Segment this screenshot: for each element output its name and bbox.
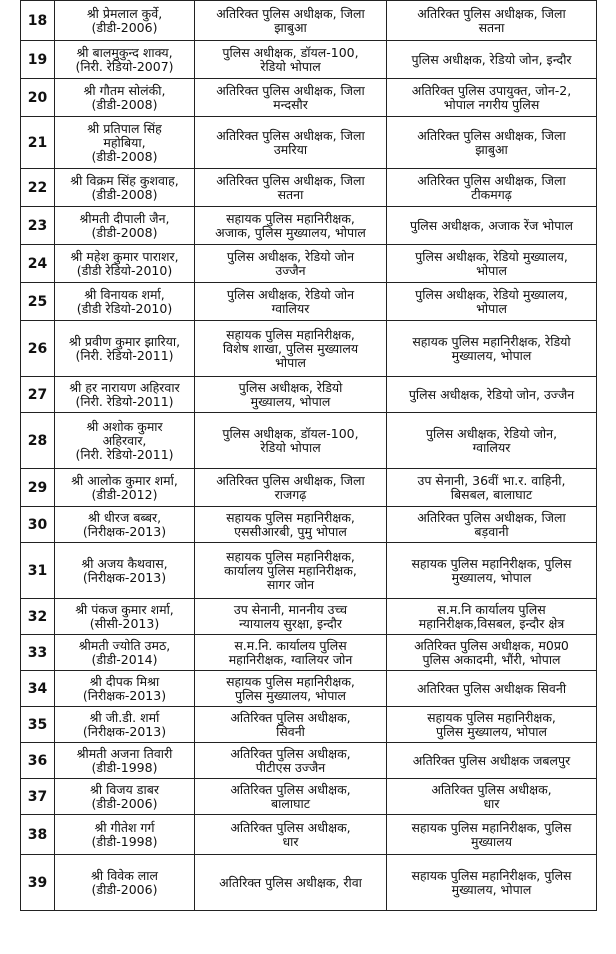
serial-number-cell: 24	[21, 245, 55, 283]
cell-text-line: सहायक पुलिस महानिरीक्षक,	[226, 509, 355, 525]
new-posting-cell	[387, 743, 597, 779]
table-row	[21, 169, 597, 207]
cell-text-line: श्री अशोक कुमार	[86, 418, 163, 434]
cell-text-line: पुलिस अकादमी, भौंरी, भोपाल	[422, 651, 561, 667]
serial-number-cell: 35	[21, 707, 55, 743]
table-row	[21, 815, 597, 855]
cell-text-line: (निरीक्षक-2013)	[82, 687, 167, 703]
cell-text-line: पुलिस अधीक्षक, रेडियो जोन	[226, 248, 355, 264]
officer-name-cell	[55, 321, 195, 377]
cell-text-line: उप सेनानी, माननीय उच्च	[233, 601, 348, 617]
table-row	[21, 377, 597, 413]
current-posting-cell	[195, 1, 387, 41]
table-row	[21, 707, 597, 743]
officer-name-cell	[55, 413, 195, 469]
cell-text-line: श्री विनायक शर्मा,	[84, 286, 165, 302]
officer-name-cell	[55, 779, 195, 815]
cell-text-line: पुलिस अधीक्षक, रेडियो जोन,	[425, 425, 558, 441]
cell-text-line: अतिरिक्त पुलिस अधीक्षक, जिला	[417, 127, 566, 143]
cell-text-line: सहायक पुलिस महानिरीक्षक,	[226, 326, 355, 342]
cell-text-line: श्री गीतेश गर्ग	[94, 819, 155, 835]
cell-text-line: अतिरिक्त पुलिस अधीक्षक,	[230, 709, 351, 725]
officer-name-cell	[55, 815, 195, 855]
cell-text-line: श्री हर नारायण अहिरवार	[69, 379, 180, 395]
cell-text-line: सहायक पुलिस महानिरीक्षक, पुलिस	[411, 819, 572, 835]
new-posting-cell	[387, 117, 597, 169]
cell-text-line: (डीडी-2006)	[91, 19, 158, 35]
cell-text-line: श्री अजय कैथवास,	[81, 555, 168, 571]
cell-text-line: (डीडी-2008)	[91, 186, 158, 202]
officer-name-cell	[55, 245, 195, 283]
current-posting-cell	[195, 855, 387, 911]
new-posting-cell	[387, 207, 597, 245]
serial-number-cell: 21	[21, 117, 55, 169]
current-posting-cell	[195, 245, 387, 283]
officer-name-cell	[55, 41, 195, 79]
table-row	[21, 469, 597, 507]
table-row	[21, 743, 597, 779]
current-posting-cell	[195, 117, 387, 169]
cell-text-line: कार्यालय पुलिस महानिरीक्षक,	[224, 562, 357, 578]
cell-text-line: सहायक पुलिस महानिरीक्षक,	[226, 673, 355, 689]
cell-text-line: सहायक पुलिस महानिरीक्षक,	[226, 548, 355, 564]
cell-text-line: स.म.नि. कार्यालय पुलिस	[234, 637, 347, 653]
cell-text-line: अहिरवार,	[102, 432, 147, 448]
cell-text-line: महोबिया,	[103, 134, 146, 150]
cell-text-line: अतिरिक्त पुलिस अधीक्षक, म0प्र0	[414, 637, 569, 653]
cell-text-line: श्री विजय डाबर	[90, 781, 159, 797]
serial-number-cell: 27	[21, 377, 55, 413]
cell-text-line: महानिरीक्षक,विसबल, इन्दौर क्षेत्र	[418, 615, 565, 631]
cell-text-line: अतिरिक्त पुलिस अधीक्षक, जिला	[216, 172, 365, 188]
serial-number-cell: 39	[21, 855, 55, 911]
cell-text-line: (निरी. रेडियो-2011)	[75, 393, 174, 409]
cell-text-line: श्री प्रतिपाल सिंह	[87, 120, 162, 136]
cell-text-line: पुलिस अधीक्षक, रेडियो	[238, 379, 343, 395]
serial-number-cell: 38	[21, 815, 55, 855]
cell-text-line: अतिरिक्त पुलिस अधीक्षक, जिला	[216, 5, 365, 21]
new-posting-cell	[387, 413, 597, 469]
cell-text-line: (डीडी रेडियो-2010)	[76, 300, 173, 316]
cell-text-line: अतिरिक्त पुलिस अधीक्षक, जिला	[417, 509, 566, 525]
officer-name-cell	[55, 1, 195, 41]
new-posting-cell	[387, 543, 597, 599]
cell-text-line: श्रीमती ज्योति उमठ,	[78, 637, 171, 653]
officer-name-cell	[55, 169, 195, 207]
cell-text-line: अतिरिक्त पुलिस अधीक्षक, जिला	[216, 472, 365, 488]
cell-text-line: सिवनी	[276, 723, 305, 739]
current-posting-cell	[195, 743, 387, 779]
cell-text-line: (निरीक्षक-2013)	[82, 569, 167, 585]
table-row	[21, 1, 597, 41]
current-posting-cell	[195, 599, 387, 635]
cell-text-line: सतना	[478, 19, 505, 35]
table-row	[21, 543, 597, 599]
cell-text-line: श्री दीपक मिश्रा	[89, 673, 160, 689]
new-posting-cell	[387, 469, 597, 507]
cell-text-line: श्री बालमुकुन्द शाक्य,	[76, 44, 173, 60]
current-posting-cell	[195, 283, 387, 321]
cell-text-line: मुख्यालय	[470, 833, 512, 849]
cell-text-line: मन्दसौर	[273, 96, 308, 112]
new-posting-cell	[387, 283, 597, 321]
officer-name-cell	[55, 469, 195, 507]
cell-text-line: उप सेनानी, 36वीं भा.र. वाहिनी,	[417, 472, 566, 488]
cell-text-line: श्री महेश कुमार पाराशर,	[70, 248, 179, 264]
serial-number-cell: 34	[21, 671, 55, 707]
cell-text-line: भोपाल	[476, 300, 507, 316]
officer-name-cell	[55, 743, 195, 779]
table-row	[21, 207, 597, 245]
cell-text-line: (डीडी-2012)	[91, 486, 158, 502]
cell-text-line: न्यायालय सुरक्षा, इन्दौर	[238, 615, 343, 631]
new-posting-cell	[387, 507, 597, 543]
new-posting-cell	[387, 245, 597, 283]
cell-text-line: पुलिस अधीक्षक, रेडियो जोन, उज्जैन	[408, 386, 575, 402]
new-posting-cell	[387, 1, 597, 41]
serial-number-cell: 29	[21, 469, 55, 507]
current-posting-cell	[195, 507, 387, 543]
cell-text-line: अतिरिक्त पुलिस अधीक्षक, जिला	[417, 5, 566, 21]
cell-text-line: भोपाल	[476, 262, 507, 278]
cell-text-line: पुलिस अधीक्षक, डॉयल-100,	[222, 425, 359, 441]
cell-text-line: महानिरीक्षक, ग्वालियर जोन	[228, 651, 353, 667]
cell-text-line: एससीआरबी, पुमु भोपाल	[234, 523, 347, 539]
cell-text-line: सहायक पुलिस महानिरीक्षक, पुलिस	[411, 555, 572, 571]
cell-text-line: (सीसी-2013)	[89, 615, 160, 631]
serial-number-cell: 30	[21, 507, 55, 543]
cell-text-line: उज्जैन	[275, 262, 306, 278]
cell-text-line: रेडियो भोपाल	[260, 439, 321, 455]
table-row	[21, 41, 597, 79]
officer-name-cell	[55, 671, 195, 707]
table-row	[21, 413, 597, 469]
table-row	[21, 671, 597, 707]
cell-text-line: श्रीमती अजना तिवारी	[76, 745, 173, 761]
new-posting-cell	[387, 169, 597, 207]
new-posting-cell	[387, 815, 597, 855]
cell-text-line: धार	[282, 833, 299, 849]
cell-text-line: भोपाल	[275, 354, 306, 370]
new-posting-cell	[387, 599, 597, 635]
cell-text-line: बालाघाट	[270, 795, 310, 811]
serial-number-cell: 33	[21, 635, 55, 671]
current-posting-cell	[195, 469, 387, 507]
cell-text-line: अतिरिक्त पुलिस अधीक्षक,	[230, 745, 351, 761]
current-posting-cell	[195, 321, 387, 377]
cell-text-line: (डीडी-1998)	[91, 759, 158, 775]
cell-text-line: पुलिस अधीक्षक, रेडियो मुख्यालय,	[415, 248, 568, 264]
cell-text-line: (डीडी-2006)	[91, 881, 158, 897]
officer-name-cell	[55, 635, 195, 671]
table-row	[21, 779, 597, 815]
table-row	[21, 283, 597, 321]
cell-text-line: श्री गौतम सोलंकी,	[83, 82, 166, 98]
serial-number-cell: 28	[21, 413, 55, 469]
cell-text-line: मुख्यालय, भोपाल	[451, 569, 532, 585]
cell-text-line: ग्वालियर	[271, 300, 310, 316]
new-posting-cell	[387, 79, 597, 117]
cell-text-line: पुलिस अधीक्षक, रेडियो जोन	[226, 286, 355, 302]
cell-text-line: पुलिस अधीक्षक, रेडियो जोन, इन्दौर	[411, 51, 572, 67]
cell-text-line: विशेष शाखा, पुलिस मुख्यालय	[222, 340, 359, 356]
cell-text-line: पुलिस अधीक्षक, डॉयल-100,	[222, 44, 359, 60]
cell-text-line: पुलिस मुख्यालय, भोपाल	[435, 723, 548, 739]
cell-text-line: झाबुआ	[475, 141, 508, 157]
current-posting-cell	[195, 413, 387, 469]
cell-text-line: (निरी. रेडियो-2011)	[75, 446, 174, 462]
cell-text-line: श्री धीरज बब्बर,	[87, 509, 162, 525]
cell-text-line: श्री विवेक लाल	[91, 867, 158, 883]
cell-text-line: बिसबल, बालाघाट	[450, 486, 533, 502]
cell-text-line: अतिरिक्त पुलिस अधीक्षक,	[230, 781, 351, 797]
current-posting-cell	[195, 207, 387, 245]
table-row	[21, 79, 597, 117]
table-row	[21, 599, 597, 635]
cell-text-line: अतिरिक्त पुलिस उपायुक्त, जोन-2,	[411, 82, 572, 98]
officer-name-cell	[55, 707, 195, 743]
serial-number-cell: 26	[21, 321, 55, 377]
cell-text-line: अतिरिक्त पुलिस अधीक्षक,	[431, 781, 552, 797]
officer-name-cell	[55, 855, 195, 911]
cell-text-line: श्रीमती दीपाली जैन,	[79, 210, 170, 226]
cell-text-line: (निरीक्षक-2013)	[82, 723, 167, 739]
table-row	[21, 117, 597, 169]
cell-text-line: श्री पंकज कुमार शर्मा,	[75, 601, 174, 617]
cell-text-line: अतिरिक्त पुलिस अधीक्षक, जिला	[216, 127, 365, 143]
new-posting-cell	[387, 671, 597, 707]
cell-text-line: पुलिस मुख्यालय, भोपाल	[234, 687, 347, 703]
officer-name-cell	[55, 599, 195, 635]
cell-text-line: श्री आलोक कुमार शर्मा,	[71, 472, 178, 488]
new-posting-cell	[387, 635, 597, 671]
new-posting-cell	[387, 779, 597, 815]
new-posting-cell	[387, 707, 597, 743]
cell-text-line: सहायक पुलिस महानिरीक्षक, रेडियो	[412, 333, 571, 349]
current-posting-cell	[195, 815, 387, 855]
cell-text-line: पुलिस अधीक्षक, रेडियो मुख्यालय,	[415, 286, 568, 302]
cell-text-line: पीटीएस उज्जैन	[255, 759, 326, 775]
cell-text-line: (निरी. रेडियो-2011)	[75, 347, 174, 363]
new-posting-cell	[387, 41, 597, 79]
current-posting-cell	[195, 169, 387, 207]
serial-number-cell: 36	[21, 743, 55, 779]
serial-number-cell: 19	[21, 41, 55, 79]
cell-text-line: (डीडी-2014)	[91, 651, 158, 667]
cell-text-line: धार	[483, 795, 500, 811]
cell-text-line: (डीडी-2008)	[91, 148, 158, 164]
serial-number-cell: 37	[21, 779, 55, 815]
table-body	[21, 1, 597, 911]
serial-number-cell: 20	[21, 79, 55, 117]
current-posting-cell	[195, 543, 387, 599]
officer-name-cell	[55, 543, 195, 599]
serial-number-cell: 32	[21, 599, 55, 635]
cell-text-line: अतिरिक्त पुलिस अधीक्षक, रीवा	[219, 874, 362, 890]
new-posting-cell	[387, 321, 597, 377]
cell-text-line: श्री प्रवीण कुमार झारिया,	[68, 333, 181, 349]
table-row	[21, 855, 597, 911]
cell-text-line: श्री विक्रम सिंह कुशवाह,	[70, 172, 179, 188]
transfer-list-table	[20, 0, 597, 911]
cell-text-line: झाबुआ	[274, 19, 307, 35]
cell-text-line: सागर जोन	[266, 576, 315, 592]
table-row	[21, 635, 597, 671]
serial-number-cell: 25	[21, 283, 55, 321]
cell-text-line: अतिरिक्त पुलिस अधीक्षक, जिला	[216, 82, 365, 98]
cell-text-line: सतना	[277, 186, 304, 202]
cell-text-line: सहायक पुलिस महानिरीक्षक, पुलिस	[411, 867, 572, 883]
officer-name-cell	[55, 79, 195, 117]
new-posting-cell	[387, 855, 597, 911]
cell-text-line: (डीडी-2008)	[91, 224, 158, 240]
cell-text-line: पुलिस अधीक्षक, अजाक रेंज भोपाल	[409, 217, 574, 233]
table-row	[21, 321, 597, 377]
current-posting-cell	[195, 779, 387, 815]
officer-name-cell	[55, 377, 195, 413]
current-posting-cell	[195, 79, 387, 117]
officer-name-cell	[55, 207, 195, 245]
new-posting-cell	[387, 377, 597, 413]
current-posting-cell	[195, 377, 387, 413]
cell-text-line: अतिरिक्त पुलिस अधीक्षक सिवनी	[416, 680, 567, 696]
serial-number-cell: 31	[21, 543, 55, 599]
officer-name-cell	[55, 507, 195, 543]
cell-text-line: (डीडी रेडियो-2010)	[76, 262, 173, 278]
cell-text-line: अजाक, पुलिस मुख्यालय, भोपाल	[215, 224, 366, 240]
serial-number-cell: 22	[21, 169, 55, 207]
current-posting-cell	[195, 635, 387, 671]
cell-text-line: सहायक पुलिस महानिरीक्षक,	[427, 709, 556, 725]
cell-text-line: उमरिया	[273, 141, 308, 157]
cell-text-line: (डीडी-1998)	[91, 833, 158, 849]
cell-text-line: श्री जी.डी. शर्मा	[89, 709, 160, 725]
current-posting-cell	[195, 707, 387, 743]
table-row	[21, 507, 597, 543]
cell-text-line: श्री प्रेमलाल कुर्वे,	[86, 5, 163, 21]
cell-text-line: टीकमगढ़	[471, 186, 512, 202]
cell-text-line: बड़वानी	[474, 523, 509, 539]
officer-name-cell	[55, 283, 195, 321]
cell-text-line: (डीडी-2008)	[91, 96, 158, 112]
current-posting-cell	[195, 41, 387, 79]
officer-name-cell	[55, 117, 195, 169]
cell-text-line: मुख्यालय, भोपाल	[451, 347, 532, 363]
cell-text-line: (निरी. रेडियो-2007)	[75, 58, 174, 74]
cell-text-line: मुख्यालय, भोपाल	[250, 393, 331, 409]
cell-text-line: रेडियो भोपाल	[260, 58, 321, 74]
cell-text-line: अतिरिक्त पुलिस अधीक्षक,	[230, 819, 351, 835]
serial-number-cell: 23	[21, 207, 55, 245]
cell-text-line: अतिरिक्त पुलिस अधीक्षक जबलपुर	[412, 752, 571, 768]
cell-text-line: सहायक पुलिस महानिरीक्षक,	[226, 210, 355, 226]
cell-text-line: भोपाल नगरीय पुलिस	[443, 96, 540, 112]
cell-text-line: मुख्यालय, भोपाल	[451, 881, 532, 897]
cell-text-line: राजगढ़	[274, 486, 307, 502]
cell-text-line: (डीडी-2006)	[91, 795, 158, 811]
cell-text-line: (निरीक्षक-2013)	[82, 523, 167, 539]
cell-text-line: स.म.नि कार्यालय पुलिस	[437, 601, 546, 617]
cell-text-line: ग्वालियर	[472, 439, 511, 455]
current-posting-cell	[195, 671, 387, 707]
table-row	[21, 245, 597, 283]
serial-number-cell: 18	[21, 1, 55, 41]
cell-text-line: अतिरिक्त पुलिस अधीक्षक, जिला	[417, 172, 566, 188]
